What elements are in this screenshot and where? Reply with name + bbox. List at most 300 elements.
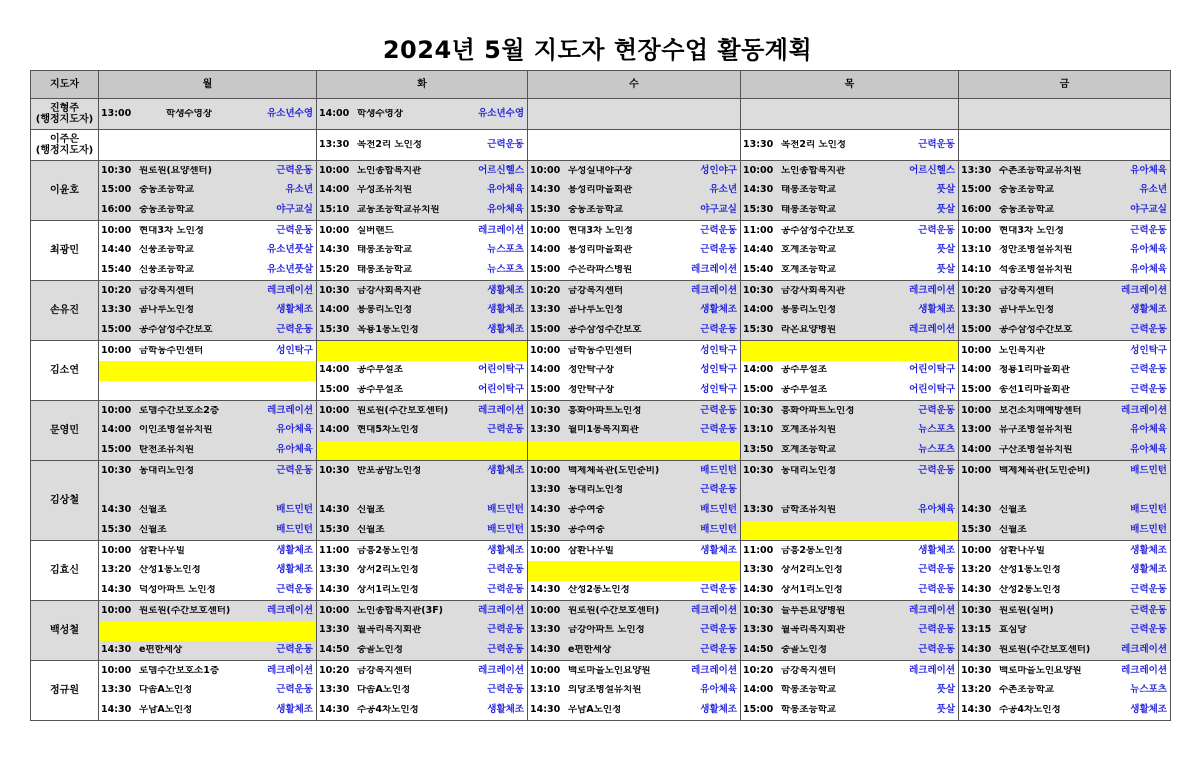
entry-place: 주공4차노인정 — [357, 705, 419, 716]
entry-place: 청룡1리마을회관 — [999, 365, 1070, 376]
entry-time: 13:10 — [743, 424, 774, 436]
entry-place: 실버랜드 — [357, 225, 394, 236]
entry-activity: 레크레이션 — [267, 404, 313, 416]
schedule-entry — [959, 341, 1171, 361]
entry-activity: 근력운동 — [700, 644, 737, 656]
entry-place: 노인복지관 — [999, 345, 1045, 356]
schedule-entry — [528, 341, 741, 361]
entry-time: 13:30 — [530, 624, 561, 636]
schedule-entry — [317, 130, 528, 161]
entry-activity: 근력운동 — [700, 244, 737, 256]
entry-activity: 생활체조 — [700, 304, 737, 316]
schedule-entry — [528, 601, 741, 621]
schedule-entry — [959, 321, 1171, 341]
empty-highlight-cell — [317, 341, 528, 361]
entry-time: 10:00 — [319, 224, 350, 236]
entry-place: 라온요양병원 — [781, 325, 837, 336]
schedule-entry — [99, 381, 317, 401]
entry-place: 금강복지센터 — [999, 285, 1055, 296]
entry-place: 원로원(주간보호센터) — [999, 645, 1091, 656]
leader-row — [31, 99, 1171, 130]
schedule-entry — [99, 261, 317, 281]
entry-time: 15:00 — [530, 324, 561, 336]
entry-place: e편한세상 — [568, 645, 612, 656]
schedule-entry — [317, 201, 528, 221]
entry-activity: 레크레이션 — [1121, 284, 1167, 296]
entry-activity: 유아체육 — [276, 424, 313, 436]
schedule-row — [31, 301, 1171, 321]
entry-activity: 레크레이션 — [691, 664, 737, 676]
entry-place: 로뎀주간보호소1층 — [139, 665, 220, 676]
schedule-row — [31, 341, 1171, 361]
entry-activity: 근력운동 — [487, 564, 524, 576]
entry-activity: 근력운동 — [487, 138, 524, 150]
entry-place: 정안초병설유치원 — [999, 245, 1073, 256]
entry-time: 13:30 — [101, 684, 132, 696]
entry-activity: 레크레이션 — [478, 404, 524, 416]
entry-place: 흥화아파트노인정 — [568, 405, 642, 416]
entry-place: 동대리노인정 — [568, 485, 624, 496]
leader-name: 이윤호 — [31, 161, 99, 221]
entry-time: 14:30 — [319, 244, 350, 256]
entry-time: 15:00 — [961, 384, 992, 396]
entry-activity: 레크레이션 — [909, 604, 955, 616]
schedule-row — [31, 681, 1171, 701]
entry-time: 13:00 — [101, 107, 132, 119]
schedule-entry — [317, 521, 528, 541]
entry-time: 10:30 — [961, 604, 992, 616]
schedule-entry — [959, 281, 1171, 301]
leader-name: 진형주 (행정지도자) — [31, 99, 99, 130]
entry-place: 우남A노인정 — [139, 705, 193, 716]
schedule-entry — [959, 301, 1171, 321]
entry-time: 15:30 — [743, 324, 774, 336]
schedule-entry — [741, 261, 959, 281]
empty-highlight-cell — [528, 441, 741, 461]
entry-activity: 근력운동 — [487, 644, 524, 656]
schedule-entry — [317, 561, 528, 581]
entry-place: 수촌초등학교유치원 — [999, 165, 1082, 176]
schedule-entry — [528, 521, 741, 541]
schedule-entry — [528, 381, 741, 401]
schedule-entry — [959, 99, 1171, 130]
entry-time: 10:00 — [101, 404, 132, 416]
entry-activity: 배드민턴 — [1130, 524, 1167, 536]
schedule-entry — [317, 701, 528, 721]
entry-time: 14:30 — [319, 504, 350, 516]
entry-place: 금강복지센터 — [568, 285, 624, 296]
entry-place: 공주삼성주간보호 — [781, 225, 855, 236]
schedule-entry — [317, 221, 528, 241]
entry-place: 신풍초등학교 — [139, 265, 195, 276]
entry-place: 산성2통노인정 — [568, 585, 630, 596]
schedule-entry — [959, 461, 1171, 481]
entry-activity: 성인탁구 — [1130, 344, 1167, 356]
entry-place: 학봉초등학교 — [781, 685, 837, 696]
entry-activity: 야구교실 — [276, 204, 313, 216]
schedule-row — [31, 241, 1171, 261]
entry-activity: 어린이탁구 — [478, 364, 524, 376]
entry-activity: 어르신헬스 — [909, 164, 955, 176]
schedule-entry — [741, 361, 959, 381]
entry-activity: 레크레이션 — [267, 604, 313, 616]
entry-activity: 근력운동 — [276, 224, 313, 236]
entry-time: 10:00 — [101, 664, 132, 676]
entry-place: 월곡리복지회관 — [357, 625, 422, 636]
entry-time: 14:30 — [530, 504, 561, 516]
entry-place: 상서2리노인정 — [781, 565, 843, 576]
entry-time: 10:00 — [101, 604, 132, 616]
entry-time: 15:30 — [530, 524, 561, 536]
entry-activity: 배드민턴 — [700, 504, 737, 516]
schedule-entry — [317, 681, 528, 701]
entry-place: 현대5차노인정 — [357, 425, 419, 436]
entry-time: 14:00 — [743, 684, 774, 696]
schedule-entry — [99, 581, 317, 601]
entry-activity: 유아체육 — [276, 444, 313, 456]
entry-activity: 근력운동 — [700, 224, 737, 236]
schedule-entry — [959, 641, 1171, 661]
entry-time: 15:30 — [101, 524, 132, 536]
entry-place: 원로원(주간보호센터) — [357, 405, 449, 416]
entry-time: 13:30 — [743, 624, 774, 636]
entry-activity: 배드민턴 — [700, 524, 737, 536]
entry-activity: 레크레이션 — [909, 284, 955, 296]
entry-time: 10:30 — [743, 404, 774, 416]
entry-place: 중골노인정 — [781, 645, 827, 656]
entry-place: 호계초유치원 — [781, 425, 837, 436]
entry-activity: 생활체조 — [1130, 544, 1167, 556]
entry-activity: 유소년 — [1139, 184, 1167, 196]
entry-place: 학봉초등학교 — [781, 705, 837, 716]
schedule-row — [31, 521, 1171, 541]
entry-time: 14:00 — [319, 184, 350, 196]
entry-place: 현대3차 노인정 — [139, 225, 204, 236]
entry-activity: 뉴스포츠 — [487, 244, 524, 256]
entry-activity: 근력운동 — [1130, 224, 1167, 236]
entry-activity: 생활체조 — [487, 544, 524, 556]
schedule-entry — [741, 401, 959, 421]
entry-place: 용성리마을회관 — [568, 245, 633, 256]
entry-time: 14:30 — [530, 704, 561, 716]
entry-time: 14:00 — [743, 304, 774, 316]
schedule-row — [31, 661, 1171, 681]
entry-time: 15:00 — [530, 264, 561, 276]
entry-place: 곰나루노인정 — [568, 305, 624, 316]
entry-time: 14:00 — [101, 424, 132, 436]
schedule-row — [31, 461, 1171, 481]
schedule-entry — [959, 681, 1171, 701]
entry-time: 15:20 — [319, 264, 350, 276]
schedule-row — [31, 621, 1171, 641]
entry-time: 14:30 — [961, 504, 992, 516]
schedule-entry — [528, 661, 741, 681]
entry-time: 13:30 — [319, 624, 350, 636]
leader-name: 백성철 — [31, 601, 99, 661]
entry-place: 효심당 — [999, 625, 1027, 636]
entry-time: 10:30 — [319, 464, 350, 476]
entry-activity: 생활체조 — [487, 464, 524, 476]
schedule-row — [31, 541, 1171, 561]
entry-place: 상서2리노인정 — [357, 565, 419, 576]
entry-time: 13:50 — [743, 444, 774, 456]
entry-activity: 근력운동 — [918, 464, 955, 476]
entry-time: 10:00 — [530, 344, 561, 356]
entry-activity: 뉴스포츠 — [1130, 684, 1167, 696]
schedule-entry — [741, 661, 959, 681]
entry-time: 10:00 — [961, 404, 992, 416]
entry-activity: 생활체조 — [276, 304, 313, 316]
schedule-entry — [317, 281, 528, 301]
entry-time: 10:00 — [530, 224, 561, 236]
entry-activity: 레크레이션 — [909, 664, 955, 676]
schedule-entry — [317, 661, 528, 681]
entry-activity: 유아체육 — [1130, 264, 1167, 276]
schedule-entry — [528, 261, 741, 281]
entry-time: 13:30 — [961, 164, 992, 176]
header-thu: 목 — [741, 71, 959, 99]
schedule-entry — [99, 541, 317, 561]
entry-activity: 레크레이션 — [691, 604, 737, 616]
entry-place: 금학동주민센터 — [568, 345, 633, 356]
schedule-entry — [99, 441, 317, 461]
entry-activity: 근력운동 — [487, 624, 524, 636]
schedule-entry — [959, 130, 1171, 161]
schedule-entry — [959, 201, 1171, 221]
entry-place: 중골노인정 — [357, 645, 403, 656]
entry-time: 14:30 — [101, 584, 132, 596]
schedule-entry — [741, 281, 959, 301]
schedule-entry — [741, 221, 959, 241]
schedule-entry — [959, 401, 1171, 421]
schedule-entry — [741, 381, 959, 401]
entry-activity: 근력운동 — [700, 324, 737, 336]
schedule-row — [31, 561, 1171, 581]
entry-activity: 근력운동 — [276, 324, 313, 336]
entry-time: 15:10 — [319, 204, 350, 216]
schedule-row — [31, 601, 1171, 621]
entry-activity: 생활체조 — [918, 304, 955, 316]
schedule-entry — [99, 301, 317, 321]
entry-time: 10:20 — [101, 284, 132, 296]
entry-place: 금흥2통노인정 — [781, 545, 843, 556]
schedule-row — [31, 421, 1171, 441]
entry-time: 13:20 — [961, 564, 992, 576]
schedule-entry — [741, 161, 959, 181]
entry-time: 10:00 — [319, 164, 350, 176]
entry-activity: 야구교실 — [700, 204, 737, 216]
entry-time: 13:30 — [743, 138, 774, 150]
leader-row — [31, 130, 1171, 161]
entry-activity: 풋살 — [936, 244, 955, 256]
entry-activity: 근력운동 — [276, 164, 313, 176]
schedule-row — [31, 381, 1171, 401]
entry-place: 용봉리노인정 — [781, 305, 837, 316]
entry-time: 10:00 — [530, 604, 561, 616]
schedule-entry — [317, 301, 528, 321]
entry-activity: 뉴스포츠 — [487, 264, 524, 276]
schedule-row — [31, 221, 1171, 241]
schedule-entry — [528, 201, 741, 221]
schedule-entry — [317, 621, 528, 641]
entry-time: 14:30 — [961, 644, 992, 656]
entry-time: 13:15 — [961, 624, 992, 636]
entry-activity: 근력운동 — [700, 424, 737, 436]
entry-time: 11:00 — [743, 544, 774, 556]
schedule-row — [31, 401, 1171, 421]
schedule-entry — [528, 99, 741, 130]
entry-time: 13:30 — [743, 504, 774, 516]
schedule-entry — [528, 241, 741, 261]
schedule-entry — [959, 541, 1171, 561]
entry-time: 14:30 — [743, 184, 774, 196]
schedule-entry — [99, 130, 317, 161]
entry-activity: 유소년수영 — [478, 107, 524, 119]
entry-place: 주공4차노인정 — [999, 705, 1061, 716]
schedule-entry — [528, 481, 741, 501]
entry-activity: 유아체육 — [1130, 164, 1167, 176]
entry-activity: 근력운동 — [487, 684, 524, 696]
entry-place: 공주여중 — [568, 505, 605, 516]
entry-time: 14:30 — [743, 584, 774, 596]
entry-time: 13:30 — [319, 684, 350, 696]
schedule-entry — [741, 130, 959, 161]
entry-place: 현대3차 노인정 — [999, 225, 1064, 236]
entry-place: 신월초 — [139, 505, 167, 516]
schedule-entry — [528, 401, 741, 421]
entry-time: 15:30 — [743, 204, 774, 216]
schedule-row — [31, 361, 1171, 381]
schedule-entry — [528, 581, 741, 601]
empty-highlight-cell — [528, 561, 741, 581]
schedule-entry — [317, 261, 528, 281]
schedule-entry — [959, 621, 1171, 641]
entry-time: 13:10 — [530, 684, 561, 696]
schedule-entry — [99, 461, 317, 481]
schedule-entry — [528, 301, 741, 321]
entry-activity: 어린이탁구 — [478, 384, 524, 396]
entry-time: 13:30 — [530, 484, 561, 496]
leader-name: 정규원 — [31, 661, 99, 721]
entry-activity: 근력운동 — [700, 484, 737, 496]
entry-place: 수촌초등학교 — [999, 685, 1055, 696]
entry-place: 보건소치매예방센터 — [999, 405, 1082, 416]
entry-activity: 근력운동 — [487, 584, 524, 596]
entry-place: 목천2리 노인정 — [357, 139, 422, 150]
schedule-entry — [959, 521, 1171, 541]
schedule-row — [31, 261, 1171, 281]
schedule-entry — [99, 521, 317, 541]
entry-place: 용성리마을회관 — [568, 185, 633, 196]
schedule-entry — [741, 201, 959, 221]
schedule-row — [31, 441, 1171, 461]
schedule-entry — [741, 581, 959, 601]
entry-time: 13:10 — [961, 244, 992, 256]
entry-time: 11:00 — [743, 224, 774, 236]
entry-place: 반포공암노인정 — [357, 465, 422, 476]
schedule-entry — [528, 501, 741, 521]
entry-time: 10:30 — [101, 464, 132, 476]
leader-name: 이주은 (행정지도자) — [31, 130, 99, 161]
schedule-entry — [317, 321, 528, 341]
schedule-entry — [317, 381, 528, 401]
schedule-entry — [959, 561, 1171, 581]
entry-activity: 근력운동 — [276, 584, 313, 596]
entry-activity: 생활체조 — [276, 544, 313, 556]
schedule-entry — [741, 501, 959, 521]
entry-time: 10:00 — [101, 544, 132, 556]
schedule-entry — [959, 261, 1171, 281]
entry-time: 14:30 — [530, 184, 561, 196]
entry-activity: 근력운동 — [1130, 324, 1167, 336]
entry-time: 13:30 — [319, 564, 350, 576]
entry-activity: 유아체육 — [1130, 444, 1167, 456]
entry-place: e편한세상 — [139, 645, 183, 656]
entry-activity: 근력운동 — [276, 644, 313, 656]
entry-place: 백제체육관(도민준비) — [999, 465, 1091, 476]
schedule-entry — [741, 421, 959, 441]
entry-activity: 유아체육 — [700, 684, 737, 696]
entry-time: 14:50 — [743, 644, 774, 656]
entry-activity: 풋살 — [936, 704, 955, 716]
entry-activity: 근력운동 — [700, 584, 737, 596]
schedule-entry — [99, 321, 317, 341]
entry-time: 15:00 — [961, 184, 992, 196]
schedule-entry — [99, 341, 317, 361]
schedule-entry — [99, 161, 317, 181]
entry-time: 14:00 — [319, 364, 350, 376]
entry-place: 곰나루노인정 — [999, 305, 1055, 316]
entry-place: 산성2통노인정 — [999, 585, 1061, 596]
entry-time: 14:30 — [961, 704, 992, 716]
schedule-entry — [959, 181, 1171, 201]
header-mon: 월 — [99, 71, 317, 99]
schedule-entry — [317, 581, 528, 601]
header-fri: 금 — [959, 71, 1171, 99]
entry-time: 13:20 — [961, 684, 992, 696]
entry-time: 10:30 — [961, 664, 992, 676]
entry-time: 10:20 — [319, 664, 350, 676]
page-title: 2024년 5월 지도자 현장수업 활동계획 — [382, 36, 813, 64]
entry-activity: 레크레이션 — [691, 264, 737, 276]
entry-time: 15:30 — [961, 524, 992, 536]
schedule-row — [31, 501, 1171, 521]
entry-time: 15:40 — [743, 264, 774, 276]
schedule-row — [31, 321, 1171, 341]
entry-activity: 근력운동 — [918, 564, 955, 576]
entry-place: 목천2리 노인정 — [781, 139, 846, 150]
entry-activity: 성인탁구 — [700, 364, 737, 376]
entry-place: 다솜A노인정 — [357, 685, 411, 696]
empty-highlight-cell — [741, 341, 959, 361]
schedule-entry — [741, 621, 959, 641]
schedule-entry — [741, 99, 959, 130]
entry-time: 11:00 — [319, 544, 350, 556]
entry-time: 10:00 — [961, 544, 992, 556]
schedule-entry — [959, 161, 1171, 181]
schedule-entry — [99, 641, 317, 661]
empty-highlight-cell — [99, 621, 317, 641]
schedule-entry — [99, 661, 317, 681]
schedule-entry — [317, 361, 528, 381]
entry-place: 신월초 — [999, 525, 1027, 536]
schedule-row — [31, 581, 1171, 601]
entry-place: 산성1통노인정 — [999, 565, 1061, 576]
entry-time: 10:00 — [530, 464, 561, 476]
schedule-entry — [99, 501, 317, 521]
entry-time: 13:30 — [101, 304, 132, 316]
schedule-entry — [99, 99, 317, 130]
